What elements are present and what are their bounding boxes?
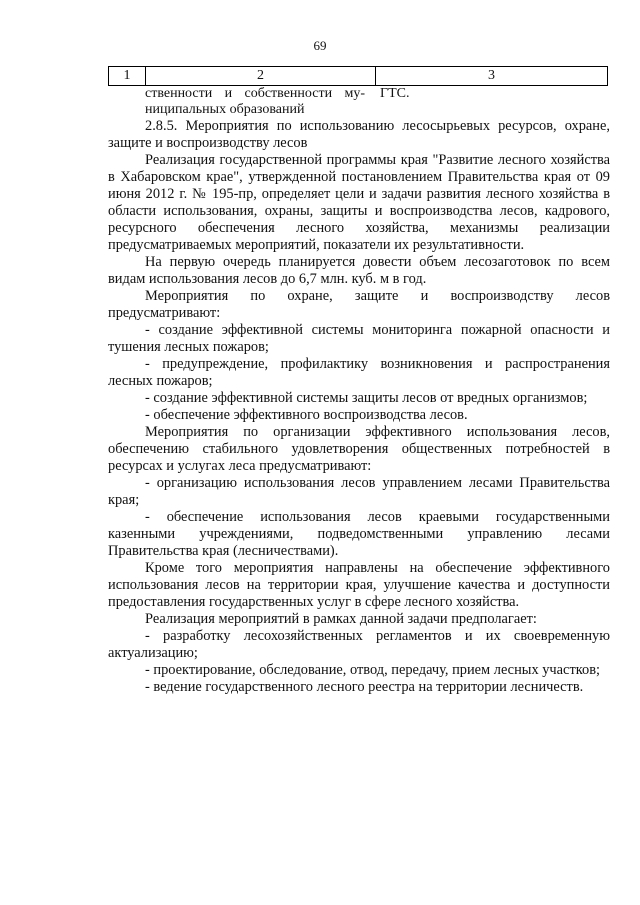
page-number: 69 bbox=[313, 38, 327, 53]
section-heading: 2.8.5. Мероприятия по использованию лесосырьевых ресурсов, охране, защите и воспроизводству лесов bbox=[108, 118, 610, 151]
list-item: - ведение государственного лесного реестра на территории лесничеств. bbox=[145, 679, 584, 695]
table-continuation-col2: ственности и собственности му-ниципальных образований bbox=[145, 86, 365, 117]
table-header-cell-1: 1 bbox=[109, 67, 146, 86]
table-header bbox=[108, 66, 608, 86]
table-header-cell-3: 3 bbox=[376, 67, 608, 86]
list-item: - создание эффективной системы защиты лесов от вредных организмов; bbox=[145, 390, 588, 406]
paragraph: Реализация мероприятий в рамках данной задачи предполагает: bbox=[145, 611, 537, 627]
list-item: - организацию использования лесов управлением лесами Правительства края; bbox=[108, 475, 610, 508]
paragraph: Реализация государственной программы края "Развитие лесного хозяйства в Хабаровском крае", утвержденной постановлением Правительства края от 09 июня 2012 г. № 195-пр, определяет цели и задачи развития лесного хозяйства в области использования, охраны, защиты и воспроизводства лесов, кадрового, ресурсного обеспечения лесного хозяйства, механизмы реализации предусматриваемых мероприятий, показатели их результативности. bbox=[108, 152, 610, 253]
paragraph: Мероприятия по охране, защите и воспроизводству лесов предусматривают: bbox=[108, 288, 610, 321]
list-item: - обеспечение использования лесов краевыми государственными казенными учреждениями, подведомственными управлению лесами Правительства края (лесничествами). bbox=[108, 509, 610, 559]
list-item: - разработку лесохозяйственных регламентов и их своевременную актуализацию; bbox=[108, 628, 610, 661]
paragraph: На первую очередь планируется довести объем лесозаготовок по всем видам использования лесов до 6,7 млн. куб. м в год. bbox=[108, 254, 610, 287]
paragraph: Мероприятия по организации эффективного использования лесов, обеспечению стабильного удовлетворения общественных потребностей в ресурсах и услугах леса предусматривают: bbox=[108, 424, 610, 474]
table-continuation-col3: ГТС. bbox=[380, 86, 410, 101]
list-item: - предупреждение, профилактику возникновения и распространения лесных пожаров; bbox=[108, 356, 610, 389]
list-item: - проектирование, обследование, отвод, передачу, прием лесных участков; bbox=[145, 662, 600, 678]
document-body bbox=[108, 118, 610, 696]
list-item: - обеспечение эффективного воспроизводства лесов. bbox=[145, 407, 468, 423]
paragraph: Кроме того мероприятия направлены на обеспечение эффективного использования лесов на территории края, улучшение качества и доступности предоставления государственных услуг в сфере лесного хозяйства. bbox=[108, 560, 610, 610]
table-header-cell-2: 2 bbox=[146, 67, 376, 86]
list-item: - создание эффективной системы мониторинга пожарной опасности и тушения лесных пожаров; bbox=[108, 322, 610, 355]
